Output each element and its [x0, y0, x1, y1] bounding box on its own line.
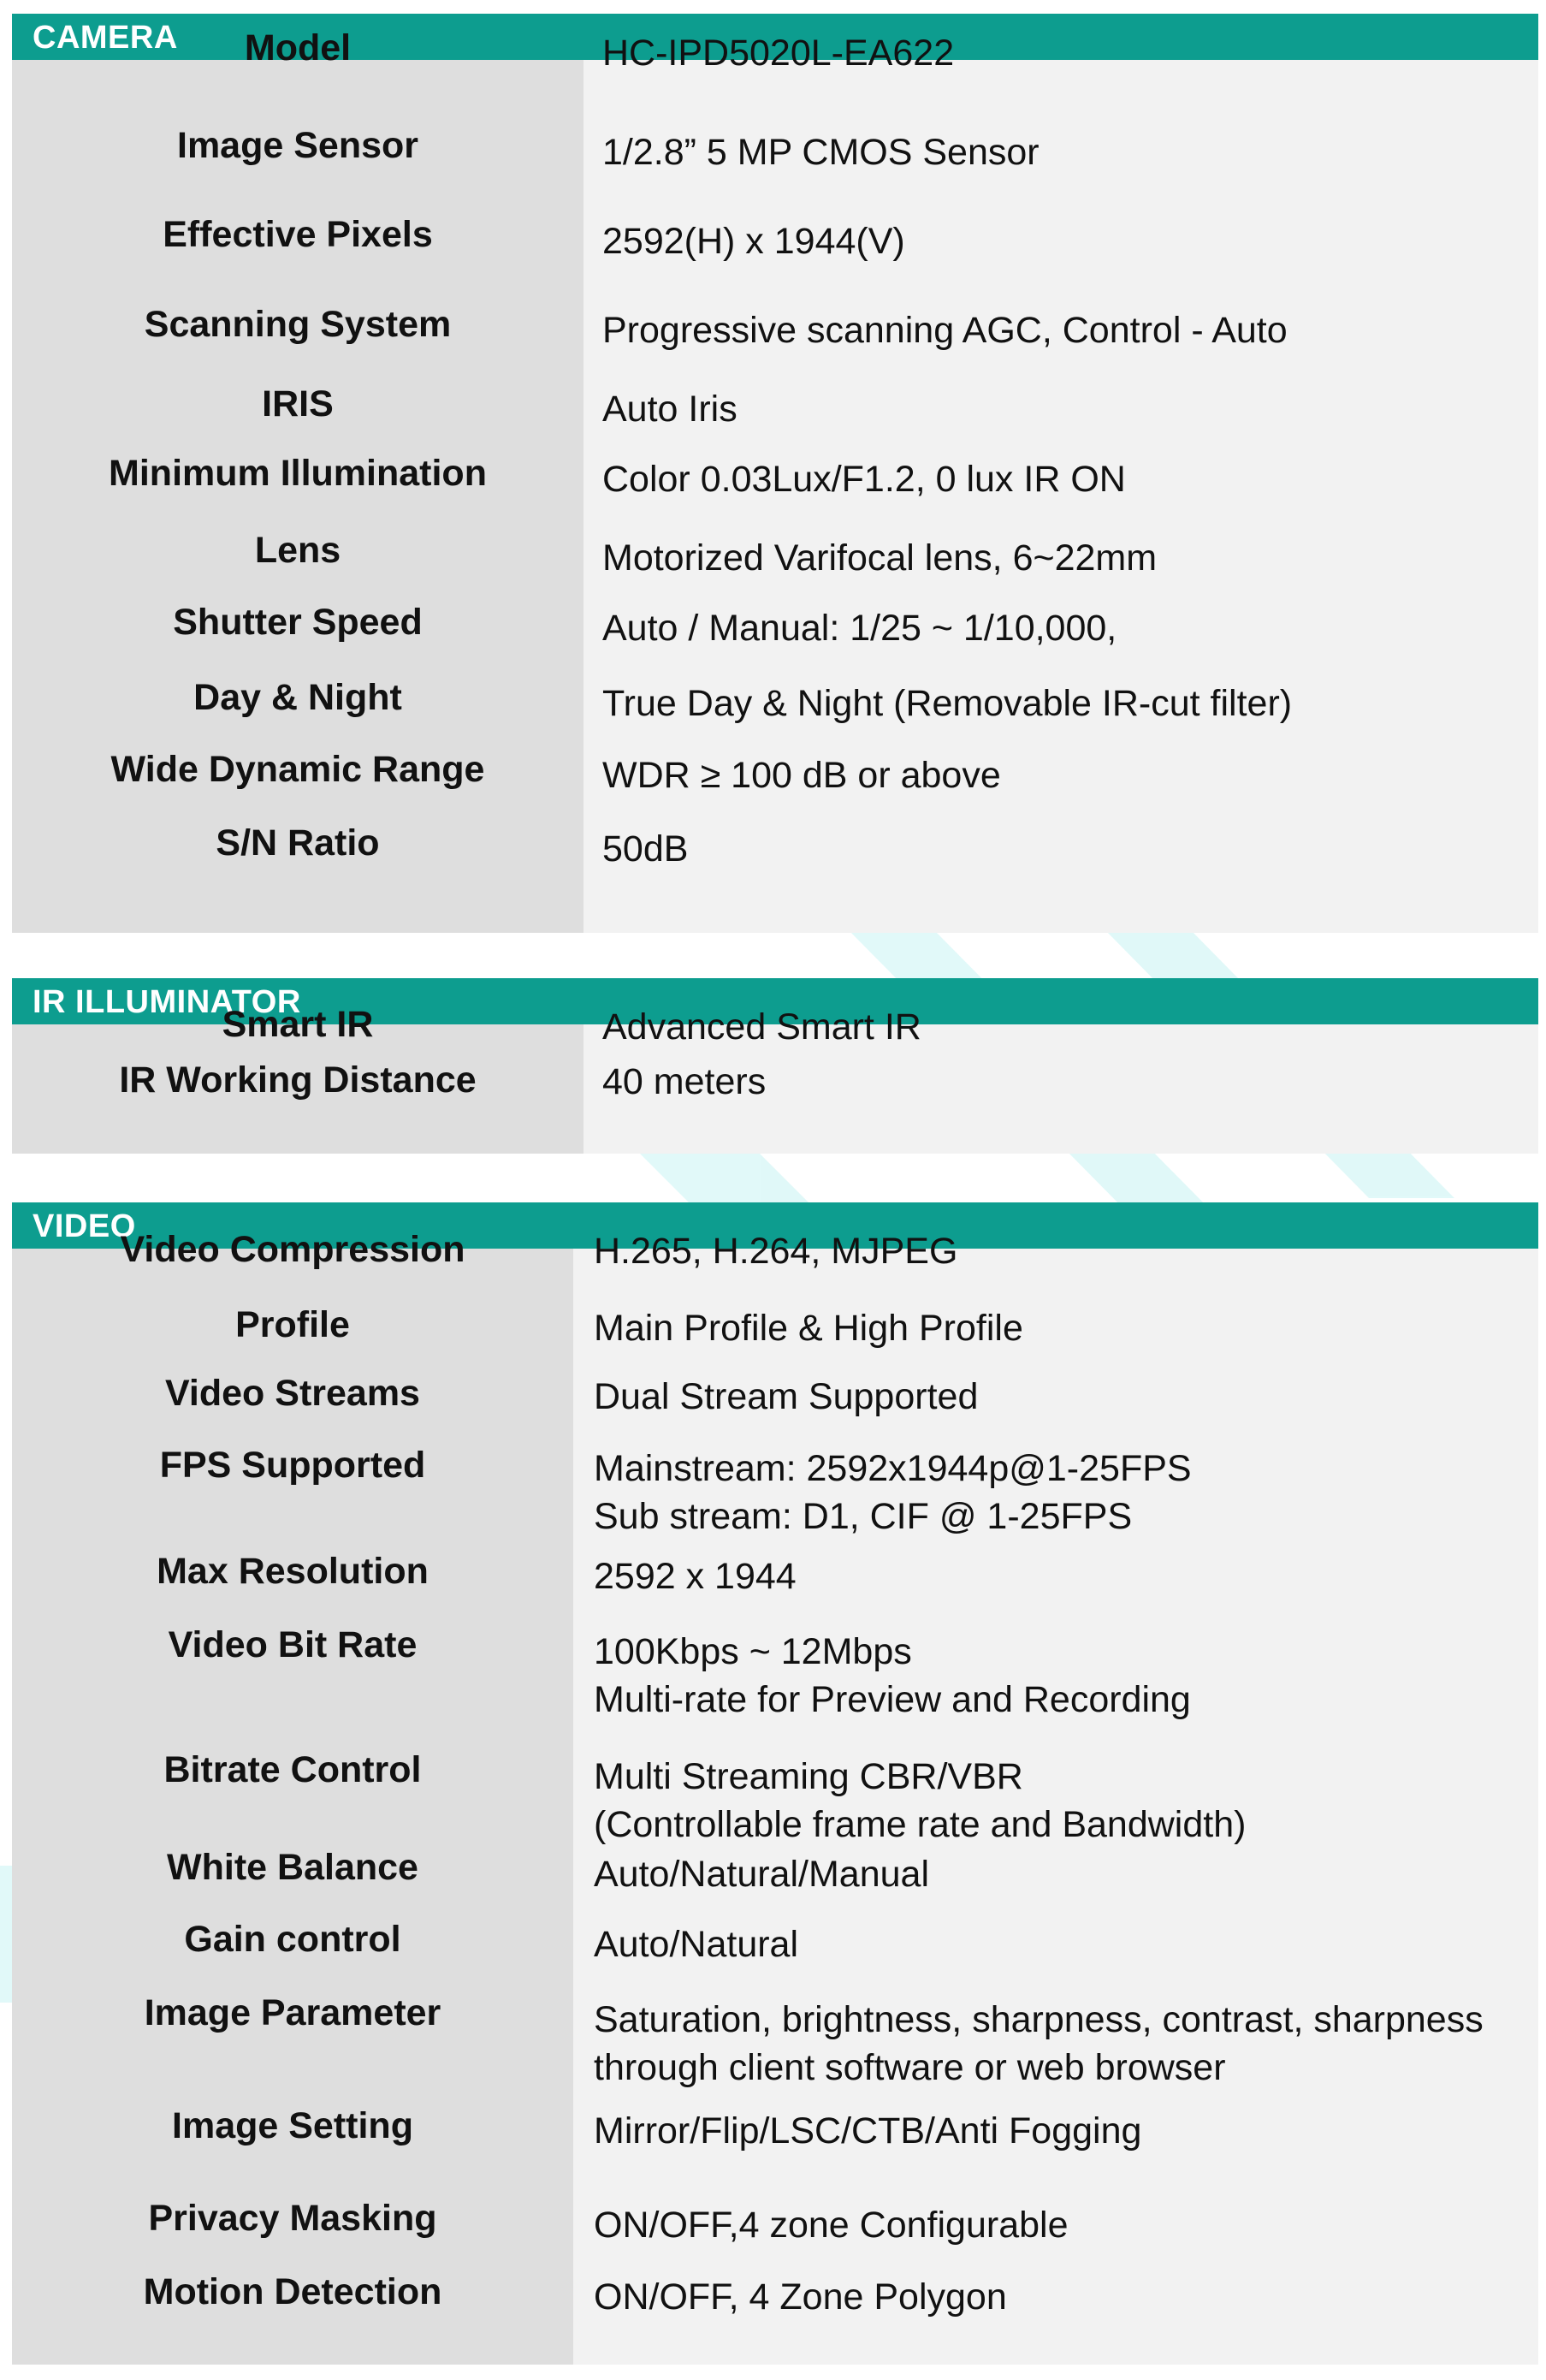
spec-value: [602, 217, 905, 265]
spec-label: Effective Pixels: [163, 214, 433, 255]
spec-value: [594, 1373, 978, 1421]
spec-value-line: Mirror/Flip/LSC/CTB/Anti Fogging: [594, 2110, 1142, 2151]
spec-label: Image Setting: [172, 2105, 413, 2146]
spec-label: Max Resolution: [157, 1551, 429, 1592]
spec-value-line: Auto/Natural: [594, 1924, 799, 1965]
section-header: VIDEO: [12, 1202, 1538, 1249]
spec-value-line: Auto / Manual: 1/25 ~ 1/10,000,: [602, 608, 1117, 649]
section-body: [12, 1004, 1538, 1154]
spec-label: Image Sensor: [177, 125, 418, 166]
spec-value-line: HC-IPD5020L-EA622: [602, 33, 955, 74]
spec-label: Gain control: [184, 1919, 401, 1960]
spec-value: [602, 1003, 921, 1051]
spec-value: [602, 128, 1040, 176]
section-body: [12, 1229, 1538, 2365]
camera-section: [12, 14, 1538, 933]
spec-value: [602, 385, 737, 433]
spec-value-line: ON/OFF, 4 Zone Polygon: [594, 2276, 1007, 2318]
spec-value-line: through client software or web browser: [594, 2047, 1226, 2088]
spec-value: [594, 2273, 1007, 2321]
spec-value-line: 40 meters: [602, 1061, 767, 1102]
spec-value-line: H.265, H.264, MJPEG: [594, 1231, 958, 1272]
spec-value: [594, 1753, 1246, 1849]
spec-value-line: Motorized Varifocal lens, 6~22mm: [602, 537, 1158, 579]
spec-value-line: 2592 x 1944: [594, 1556, 797, 1597]
spec-value-line: Auto Iris: [602, 389, 737, 430]
spec-value-line: True Day & Night (Removable IR-cut filter): [602, 683, 1293, 724]
spec-value-line: Color 0.03Lux/F1.2, 0 lux IR ON: [602, 459, 1126, 500]
spec-value: [594, 1628, 1191, 1724]
spec-label: Image Parameter: [144, 1992, 441, 2033]
spec-label: Profile: [235, 1304, 350, 1345]
spec-label: Model: [244, 27, 352, 68]
spec-value: [594, 1920, 798, 1968]
spec-value: [602, 1058, 766, 1106]
spec-value-line: WDR ≥ 100 dB or above: [602, 755, 1001, 796]
section-header: CAMERA: [12, 14, 1538, 60]
spec-value-line: 50dB: [602, 828, 689, 870]
spec-label: Video Streams: [165, 1373, 420, 1414]
spec-value: [594, 1227, 957, 1275]
spec-value: [594, 1850, 929, 1898]
spec-value-line: Mainstream: 2592x1944p@1-25FPS: [594, 1448, 1192, 1489]
spec-value-line: Saturation, brightness, sharpness, contrast, sharpness: [594, 1999, 1484, 2040]
spec-value: [602, 455, 1126, 503]
spec-value: [602, 751, 1001, 799]
spec-value: [602, 534, 1157, 582]
spec-value-line: Progressive scanning AGC, Control - Auto: [602, 310, 1288, 351]
spec-value-line: 2592(H) x 1944(V): [602, 221, 905, 262]
spec-value-line: Main Profile & High Profile: [594, 1308, 1023, 1349]
spec-label: Lens: [254, 530, 341, 571]
spec-value: [594, 1996, 1484, 2092]
spec-value-line: 100Kbps ~ 12Mbps: [594, 1631, 912, 1672]
spec-value: [594, 1304, 1023, 1352]
spec-label: Scanning System: [144, 304, 452, 345]
spec-value: [602, 29, 954, 77]
spec-value-line: Multi Streaming CBR/VBR: [594, 1756, 1023, 1797]
spec-label: IR Working Distance: [119, 1059, 477, 1101]
spec-label: Motion Detection: [143, 2271, 442, 2312]
spec-label: IRIS: [262, 383, 334, 424]
spec-label: Bitrate Control: [163, 1749, 422, 1790]
spec-value-line: 1/2.8” 5 MP CMOS Sensor: [602, 132, 1040, 173]
spec-label: Minimum Illumination: [109, 453, 487, 494]
spec-value: [594, 2201, 1069, 2249]
spec-value-line: ON/OFF,4 zone Configurable: [594, 2205, 1069, 2246]
spec-label: FPS Supported: [159, 1445, 426, 1486]
spec-value: [594, 1552, 797, 1600]
spec-label: Wide Dynamic Range: [110, 749, 485, 790]
spec-value-line: Multi-rate for Preview and Recording: [594, 1679, 1191, 1720]
spec-label: Video Bit Rate: [168, 1624, 418, 1665]
spec-label: Privacy Masking: [148, 2198, 437, 2239]
spec-value: [594, 1445, 1192, 1540]
spec-label: Smart IR: [222, 1004, 374, 1045]
spec-label: White Balance: [167, 1847, 418, 1888]
spec-value: [602, 604, 1117, 652]
spec-label: S/N Ratio: [216, 822, 380, 864]
spec-value-line: Advanced Smart IR: [602, 1006, 921, 1048]
spec-label: Video Compression: [120, 1229, 465, 1270]
spec-label: Day & Night: [193, 677, 402, 718]
ir-illuminator-section: [12, 978, 1538, 1154]
spec-label: Shutter Speed: [173, 602, 423, 643]
spec-value-line: Sub stream: D1, CIF @ 1-25FPS: [594, 1496, 1133, 1537]
spec-value-line: (Controllable frame rate and Bandwidth): [594, 1804, 1247, 1845]
video-section: [12, 1202, 1538, 2365]
spec-value-line: Auto/Natural/Manual: [594, 1854, 929, 1895]
spec-value: [602, 825, 688, 873]
spec-value: [594, 2107, 1141, 2155]
spec-value: [602, 680, 1292, 727]
spec-value: [602, 306, 1288, 354]
section-header: IR ILLUMINATOR: [12, 978, 1538, 1024]
spec-value-line: Dual Stream Supported: [594, 1376, 979, 1417]
